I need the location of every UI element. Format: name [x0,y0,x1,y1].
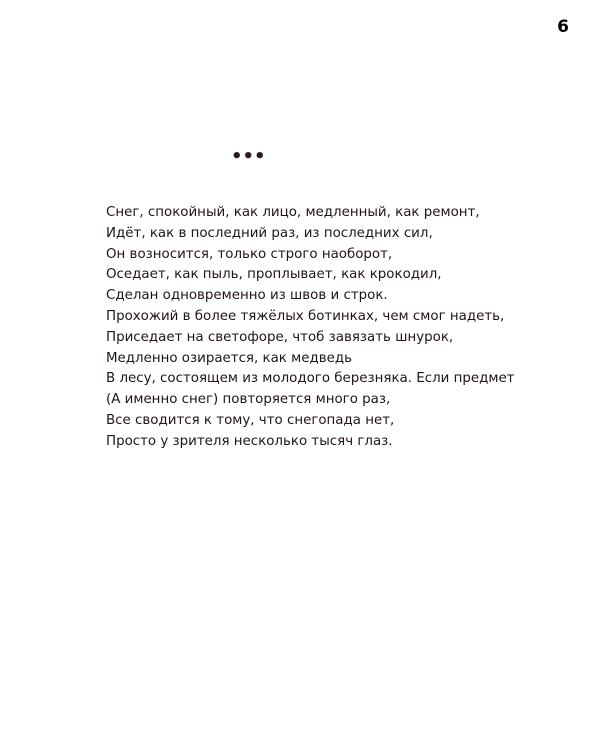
poem-line: Он возносится, только строго наоборот, [106,246,393,262]
poem-line: (А именно снег) повторяется много раз, [106,392,391,408]
poem-line: Медленно озирается, как медведь [106,350,353,366]
poem-line: Идёт, как в последний раз, из последних сил, [106,225,433,241]
poem-line: Просто у зрителя несколько тысяч глаз. [106,433,393,449]
poem-line: Приседает на светофоре, чтоб завязать шнурок, [106,329,454,345]
poem-line: Прохожий в более тяжёлых ботинках, чем смог надеть, [106,308,505,324]
page-number: 6 [557,17,569,37]
poem-line: Сделан одновременно из швов и строк. [106,288,388,304]
poem-text [106,203,566,453]
poem-line: Все сводится к тому, что снегопада нет, [106,412,395,428]
poem-line: Снег, спокойный, как лицо, медленный, как ремонт, [106,205,480,220]
poem-line: Оседает, как пыль, проплывает, как крокодил, [106,267,442,283]
poem-line: В лесу, состоящем из молодого березняка. Если предмет [106,371,515,387]
section-divider: ••• [231,146,266,167]
